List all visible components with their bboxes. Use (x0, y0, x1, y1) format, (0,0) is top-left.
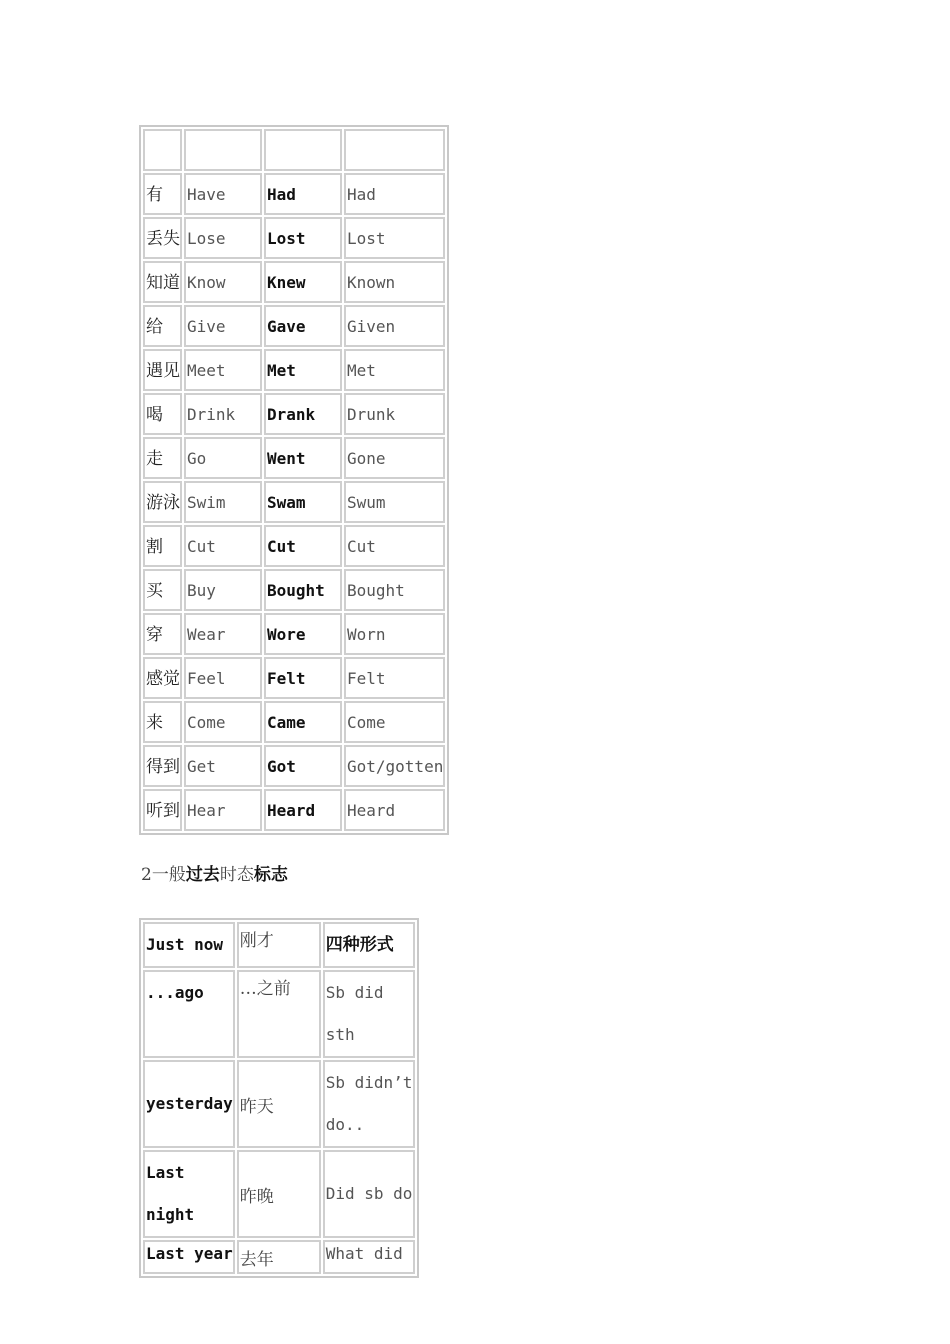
verb-base: Get (184, 745, 262, 787)
marker-keyword: ...ago (143, 970, 235, 1058)
verb-meaning: 喝 (143, 393, 182, 435)
heading-middle: 时态 (219, 865, 254, 885)
verb-meaning: 丢失 (143, 217, 182, 259)
verb-participle: Met (344, 349, 445, 391)
verb-base: Feel (184, 657, 262, 699)
time-marker-table (139, 918, 419, 1278)
marker-keyword: Last night (143, 1150, 235, 1238)
verb-meaning: 穿 (143, 613, 182, 655)
verb-past: Heard (264, 789, 342, 831)
table-row (143, 569, 445, 611)
table-row (143, 261, 445, 303)
verb-meaning: 听到 (143, 789, 182, 831)
verb-base: Have (184, 173, 262, 215)
verb-past: Wore (264, 613, 342, 655)
marker-meaning: …之前 (237, 970, 321, 1058)
verb-meaning: 有 (143, 173, 182, 215)
verb-base: Drink (184, 393, 262, 435)
heading-prefix: 2一般 (141, 865, 186, 885)
verb-past: Got (264, 745, 342, 787)
verb-participle: Heard (344, 789, 445, 831)
verb-past: Went (264, 437, 342, 479)
header-cell (344, 129, 445, 171)
verb-base: Meet (184, 349, 262, 391)
verb-past: Came (264, 701, 342, 743)
verb-base: Come (184, 701, 262, 743)
verb-meaning: 买 (143, 569, 182, 611)
verb-meaning: 走 (143, 437, 182, 479)
verb-participle: Known (344, 261, 445, 303)
verb-participle: Had (344, 173, 445, 215)
verb-participle: Come (344, 701, 445, 743)
marker-keyword: Last year (143, 1240, 235, 1274)
marker-meaning: 刚才 (237, 922, 321, 968)
table-row (143, 1060, 415, 1148)
table-row (143, 613, 445, 655)
verb-meaning: 给 (143, 305, 182, 347)
heading-bold-past: 过去 (185, 865, 220, 885)
verb-base: Cut (184, 525, 262, 567)
verb-past: Drank (264, 393, 342, 435)
verb-past: Had (264, 173, 342, 215)
table-row (143, 525, 445, 567)
verb-past: Met (264, 349, 342, 391)
header-cell (184, 129, 262, 171)
verb-meaning: 来 (143, 701, 182, 743)
table-row (143, 305, 445, 347)
verb-participle: Felt (344, 657, 445, 699)
verb-base: Buy (184, 569, 262, 611)
marker-form: What did (323, 1240, 415, 1274)
verb-participle: Worn (344, 613, 445, 655)
table-row (143, 1150, 415, 1238)
marker-form: Sb did sth (323, 970, 415, 1058)
verb-meaning: 得到 (143, 745, 182, 787)
marker-form: Sb didn’t do.. (323, 1060, 415, 1148)
table-row (143, 481, 445, 523)
heading-bold-marker: 标志 (253, 865, 288, 885)
verb-meaning: 游泳 (143, 481, 182, 523)
table-row (143, 657, 445, 699)
table-row (143, 349, 445, 391)
table-row (143, 437, 445, 479)
table-row (143, 393, 445, 435)
verb-past: Lost (264, 217, 342, 259)
marker-meaning: 昨晚 (237, 1150, 321, 1238)
header-cell (264, 129, 342, 171)
verb-past: Bought (264, 569, 342, 611)
marker-form: Did sb do (323, 1150, 415, 1238)
table-row (143, 922, 415, 968)
verb-past: Gave (264, 305, 342, 347)
verb-participle: Cut (344, 525, 445, 567)
table-row (143, 789, 445, 831)
verb-base: Give (184, 305, 262, 347)
verb-participle: Gone (344, 437, 445, 479)
verb-base: Wear (184, 613, 262, 655)
verb-base: Hear (184, 789, 262, 831)
verb-participle: Got/gotten (344, 745, 445, 787)
irregular-verb-table (139, 125, 449, 835)
section-heading (141, 860, 288, 885)
marker-meaning: 去年 (237, 1240, 321, 1274)
verb-past: Cut (264, 525, 342, 567)
table-row (143, 745, 445, 787)
verb-participle: Drunk (344, 393, 445, 435)
verb-meaning: 割 (143, 525, 182, 567)
header-cell (143, 129, 182, 171)
verb-past: Felt (264, 657, 342, 699)
verb-participle: Lost (344, 217, 445, 259)
marker-keyword: yesterday (143, 1060, 235, 1148)
marker-form: 四种形式 (323, 922, 415, 968)
verb-base: Lose (184, 217, 262, 259)
verb-past: Swam (264, 481, 342, 523)
verb-past: Knew (264, 261, 342, 303)
table-row (143, 1240, 415, 1274)
table-row (143, 173, 445, 215)
verb-participle: Swum (344, 481, 445, 523)
verb-meaning: 感觉 (143, 657, 182, 699)
marker-meaning: 昨天 (237, 1060, 321, 1148)
verb-participle: Given (344, 305, 445, 347)
table-row (143, 970, 415, 1058)
table-row (143, 217, 445, 259)
verb-base: Know (184, 261, 262, 303)
verb-base: Swim (184, 481, 262, 523)
verb-table-header-row (143, 129, 445, 171)
verb-participle: Bought (344, 569, 445, 611)
table-row (143, 701, 445, 743)
verb-table-body (143, 129, 445, 831)
verb-meaning: 遇见 (143, 349, 182, 391)
marker-keyword: Just now (143, 922, 235, 968)
verb-meaning: 知道 (143, 261, 182, 303)
verb-base: Go (184, 437, 262, 479)
